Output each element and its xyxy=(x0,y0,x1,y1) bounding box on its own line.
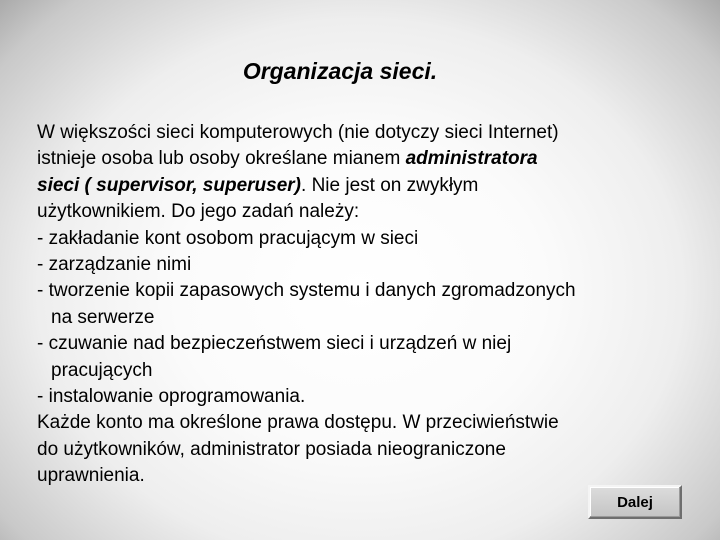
emphasized-term: sieci ( supervisor, superuser) xyxy=(37,174,302,196)
body-line: do użytkowników, administrator posiada nieograniczone xyxy=(37,438,506,460)
list-item: - instalowanie oprogramowania. xyxy=(37,386,306,408)
body-text: . Nie jest on zwykłym xyxy=(301,174,479,196)
list-item-continuation: pracujących xyxy=(51,359,153,381)
list-item: - zarządzanie nimi xyxy=(37,254,192,276)
emphasized-term: administratora xyxy=(405,148,538,170)
slide-body xyxy=(37,120,682,490)
body-line: uprawnienia. xyxy=(37,465,145,487)
list-item: - czuwanie nad bezpieczeństwem sieci i urządzeń w niej xyxy=(37,333,512,355)
body-text: istnieje osoba lub osoby określane mianem xyxy=(37,148,406,170)
next-button-label: Dalej xyxy=(617,493,653,511)
list-item: - tworzenie kopii zapasowych systemu i danych zgromadzonych xyxy=(37,280,576,302)
list-item: - zakładanie kont osobom pracującym w sieci xyxy=(37,227,419,249)
slide-title: Organizacja sieci. xyxy=(242,58,438,84)
body-line: W większości sieci komputerowych (nie dotyczy sieci Internet) xyxy=(37,122,559,143)
body-line: użytkownikiem. Do jego zadań należy: xyxy=(37,201,360,223)
body-line xyxy=(37,173,682,199)
next-button[interactable] xyxy=(588,485,682,519)
body-line xyxy=(37,146,682,172)
body-line: Każde konto ma określone prawa dostępu. W przeciwieństwie xyxy=(37,412,559,434)
list-item-continuation: na serwerze xyxy=(51,306,155,328)
